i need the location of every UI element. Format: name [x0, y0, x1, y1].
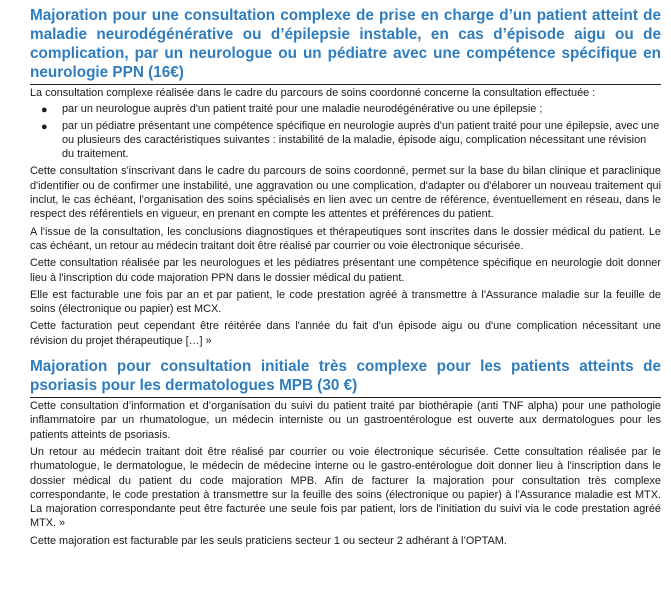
- paragraph: Cette facturation peut cependant être réitérée dans l'année du fait d'un épisode aigu ou d'une complication nécessitant une révision du projet thérapeutique […] »: [30, 320, 661, 347]
- section-heading-mpb: Majoration pour consultation initiale très complexe pour les patients atteints de psoriasis pour les dermatologues MPB (30 €): [30, 357, 661, 398]
- paragraph: Cette majoration est facturable par les seuls praticiens secteur 1 ou secteur 2 adhérant à l’OPTAM.: [30, 534, 507, 547]
- list-item-text: par un pédiatre présentant une compétence spécifique en neurologie auprès d'un patient traité pour une épilepsie, avec une ou plusieurs des caractéristiques suivantes : instabilité de la maladie, épisode aigu, complication nécessitant une révision du traitement.: [62, 119, 660, 161]
- list-item-text: par un neurologue auprès d'un patient traité pour une maladie neurodégénérative ou une épilepsie ;: [62, 103, 543, 116]
- paragraph: Elle est facturable une fois par an et par patient, le code prestation agréé à transmettre à l'Assurance maladie sur la feuille de soins (électronique ou papier) est MCX.: [30, 288, 661, 316]
- paragraph: A l'issue de la consultation, les conclusions diagnostiques et thérapeutiques sont inscrites dans le dossier médical du patient. Le cas échéant, un retour au médecin traitant doit être réalisé par courrier ou voie électronique sécurisée.: [30, 225, 661, 252]
- bullet-icon: ●: [41, 104, 48, 117]
- paragraph: Cette consultation s'inscrivant dans le cadre du parcours de soins coordonné, permet sur la base du bilan clinique et paraclinique d'identifier ou de confirmer une instabilité, une aggravation ou une complication, d'adapter ou d'élaborer un nouveau traitement qui inclut, le cas échéant, l'organisation des soins spécialisés en lien avec un centre de référence, éventuellement en réseau, dans le respect des référentiels en vigueur, en prenant en compte les attentes et préférences du patient.: [30, 165, 661, 221]
- bullet-icon: ●: [41, 120, 48, 133]
- paragraph: Un retour au médecin traitant doit être réalisé par courrier ou voie électronique sécurisée. Cette consultation réalisée par le rhumatologue, le dermatologue, le médecin de médecine interne ou le gastro-entérologue doit donner lieu à l'inscription dans le dossier médical du patient du code majoration MPB. Afin de facturer la majoration pour consultation très complexe correspondante, le code prestation à transmettre sur la feuille des soins (électronique ou papier) à l'Assurance maladie est MTX. La majoration correspondante peut être facturée une seule fois par patient, lors de l'initiation du suivi via le code prestation agréé MTX. »: [30, 445, 661, 530]
- section-intro: La consultation complexe réalisée dans le cadre du parcours de soins coordonné concerne la consultation effectuée :: [30, 87, 596, 99]
- paragraph: Cette consultation réalisée par les neurologues et les pédiatres présentant une compétence spécifique en neurologie doit donner lieu à l'inscription du code majoration PPN dans le dossier médical du patient.: [30, 257, 661, 284]
- list-item: [30, 119, 661, 162]
- list-item: [30, 102, 661, 116]
- bullet-list: [30, 102, 661, 161]
- paragraph: Cette consultation d’information et d’organisation du suivi du patient traité par biothérapie (anti TNF alpha) pour une pathologie inflammatoire par un rhumatologue, un médecin interniste ou un gastroentérologue est ouverte aux dermatologues pour les patients atteints de psoriasis.: [30, 400, 661, 441]
- section-heading-ppn: Majoration pour une consultation complexe de prise en charge d’un patient atteint de maladie neurodégénérative ou d’épilepsie instable, en cas d’épisode aigu ou de complication, par un neurologue ou un pédiatre avec une compétence spécifique en neurologie PPN (16€): [30, 6, 661, 85]
